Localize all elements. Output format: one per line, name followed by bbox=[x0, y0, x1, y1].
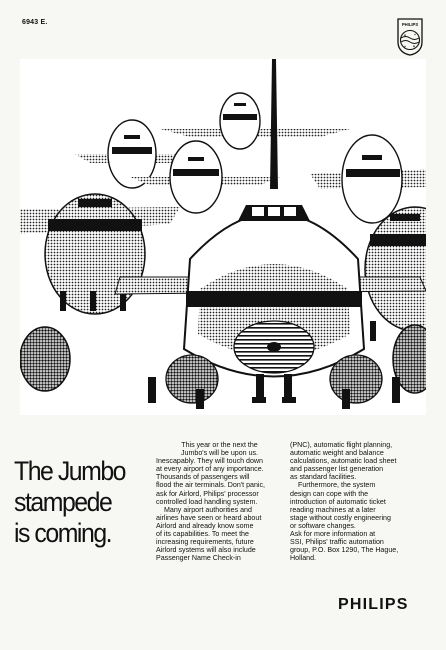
body-line: Inescapably. They will touch down bbox=[156, 457, 263, 466]
body-line: (PNC), automatic flight planning, bbox=[290, 441, 393, 449]
body-line: airlines have seen or heard about bbox=[156, 513, 262, 522]
body-column-2 bbox=[290, 441, 420, 562]
body-line: Jumbo's will be upon us. bbox=[180, 449, 259, 458]
headline-line: is coming. bbox=[14, 518, 112, 548]
body-line: Many airport authorities and bbox=[164, 505, 252, 514]
body-line: or software changes. bbox=[290, 521, 356, 530]
body-line: Airlord and already know some bbox=[156, 521, 254, 530]
body-line: and passenger list generation bbox=[290, 465, 384, 474]
headline-line: stampede bbox=[14, 487, 112, 517]
philips-shield-icon bbox=[397, 18, 423, 56]
body-line: group, P.O. Box 1290, The Hague, bbox=[290, 546, 399, 555]
body-line: reading machines at a later bbox=[290, 505, 376, 514]
body-line: at every airport of any importance. bbox=[156, 465, 264, 474]
shield-wordmark: PHILIPS bbox=[401, 22, 419, 27]
body-line: stage without costly engineering bbox=[290, 513, 391, 522]
jumbo-jets-illustration bbox=[20, 59, 426, 415]
body-line: Holland. bbox=[290, 554, 317, 563]
headline bbox=[14, 456, 161, 549]
ad-reference-number: 6943 E. bbox=[22, 19, 48, 26]
body-line: Airlord systems will also include bbox=[156, 546, 256, 555]
body-line: calculations, automatic load sheet bbox=[290, 457, 397, 466]
body-line: Thousands of passengers will bbox=[156, 473, 250, 482]
headline-line: The Jumbo bbox=[14, 456, 126, 486]
body-line: SSI, Philips' traffic automation bbox=[290, 538, 384, 547]
body-line: introduction of automatic ticket bbox=[290, 497, 386, 506]
body-line: Passenger Name Check-in bbox=[156, 554, 241, 563]
body-line: of its capabilities. To meet the bbox=[156, 530, 249, 539]
body-line: controlled load handling system. bbox=[156, 497, 258, 506]
philips-wordmark: PHILIPS bbox=[338, 596, 409, 613]
body-line: as standard facilities. bbox=[290, 473, 357, 482]
body-line: Ask for more information at bbox=[290, 530, 376, 539]
body-column-1 bbox=[156, 441, 283, 562]
body-line: ask for Airlord, Philips' processor bbox=[156, 489, 259, 498]
body-line: Furthermore, the system bbox=[298, 481, 376, 490]
body-line: automatic weight and balance bbox=[290, 449, 384, 458]
body-line: flood the air terminals. Don't panic, bbox=[156, 481, 265, 490]
body-line: design can cope with the bbox=[290, 489, 369, 498]
body-line: This year or the next the bbox=[181, 441, 258, 449]
body-line: increasing requirements, future bbox=[156, 538, 254, 547]
